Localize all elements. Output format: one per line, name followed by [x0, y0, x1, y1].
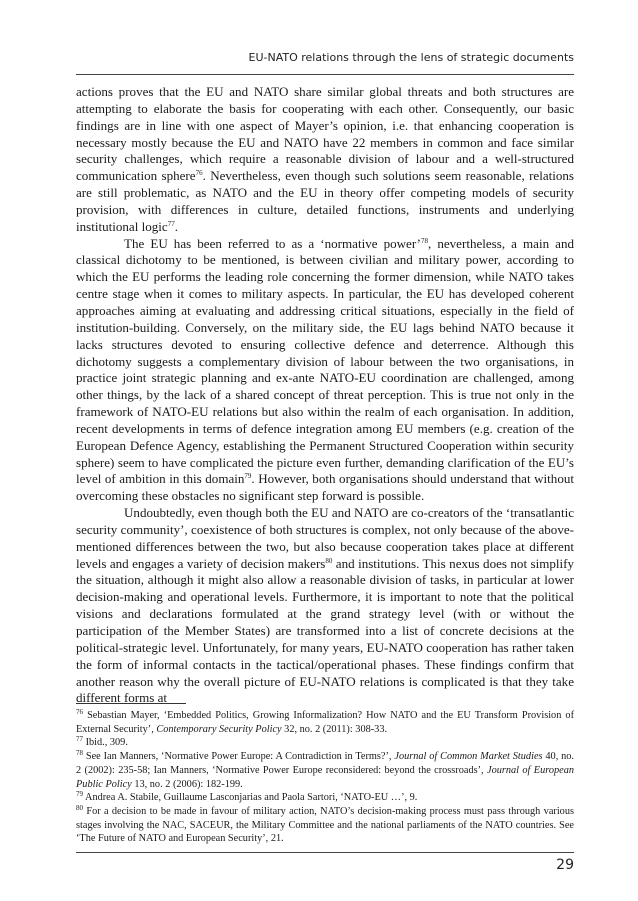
- paragraph-2: [76, 236, 574, 506]
- paragraph-2-text-a: The EU has been referred to as a ‘normative power’: [124, 235, 422, 251]
- paragraph-1-text-a: actions proves that the EU and NATO share similar global threats and both structures are attempting to elaborate the basis for cooperating with each other. Consequently, our basic findings are in line with one aspect of Mayer’s opinion, i.e. that enhancing cooperation is necessary mostly because the EU and NATO have 22 members in common and face similar security challenges, which require a reasonable division of labour and a well-structured communication sphere: [76, 84, 574, 184]
- paragraph-3-text-a: Undoubtedly, even though both the EU and NATO are co-creators of the ‘transatlantic security community’, coexistence of both structures is complex, not only because of the above-mentioned differences between the two, but also because cooperation takes place at different levels and engages a variety of decision makers: [76, 505, 574, 571]
- footnote-text: See Ian Manners, ‘Normative Power Europe: A Contradiction in Terms?’,: [83, 751, 395, 763]
- footnote-77: [76, 736, 574, 750]
- footnote-text: Sebastian Mayer, ‘Embedded Politics, Growing Informalization? How NATO and the EU Transform Provision of External Security’,: [76, 710, 574, 735]
- footnote-text: Ibid., 309.: [83, 737, 128, 749]
- footnote-journal: Contemporary Security Policy: [156, 723, 282, 735]
- footnote-divider: [76, 703, 186, 704]
- footnote-number: 80: [76, 803, 83, 812]
- footnote-journal: Journal of European Public Policy: [76, 764, 575, 790]
- footnote-ref-76[interactable]: 76: [195, 169, 203, 178]
- paragraph-3: [76, 505, 574, 707]
- footnote-76: [76, 709, 574, 736]
- footnote-ref-80[interactable]: 80: [325, 556, 333, 565]
- paragraph-2-text-b: , nevertheless, a main and classical dichotomy to be mentioned, is between civilian and military power, according to which the EU performs the leading role concerning the former dimension, while NATO takes centre stage when it comes to military aspects. In particular, the EU has developed coherent approaches aiming at evaluating and addressing critical situations, especially in the field of institution-building. Conversely, on the military side, the EU lags behind NATO because it lacks structures devoted to ensuring collective defence and deterrence. Although this dichotomy suggests a complementary division of labour between the two organisations, in practice joint strategic planning and ex-ante NATO-EU coordination are challenged, among other things, by the lack of a shared concept of threat perception. This is true not only in the framework of NATO-EU relations but also within the realm of each organisation. In addition, recent developments in terms of defence integration among EU members (e.g. creation of the European Defence Agency, establishing the Permanent Structured Cooperation within security sphere) seem to have complicated the picture even further, demanding clarification of the EU’s level of ambition in this domain: [76, 235, 574, 487]
- footnote-ref-78[interactable]: 78: [421, 236, 429, 245]
- running-header: [76, 48, 574, 75]
- footnote-text: 32, no. 2 (2011): 308-33.: [281, 723, 388, 735]
- main-body-text: [76, 84, 574, 707]
- footnotes: [76, 709, 574, 846]
- paragraph-1-text-b: . Nevertheless, even though such solutions seem reasonable, relations are still problematic, as NATO and the EU in theory offer competing models of security provision, with differences in culture, detailed functions, instruments and underlying institutional logic: [76, 168, 574, 234]
- footnote-number: 77: [76, 735, 83, 744]
- footnote-text: Andrea A. Stabile, Guillaume Lasconjarias and Paola Sartori, ‘NATO-EU …’, 9.: [83, 792, 418, 804]
- footnote-ref-77[interactable]: 77: [167, 219, 175, 228]
- footnote-ref-79[interactable]: 79: [244, 472, 252, 481]
- footnote-79: [76, 791, 574, 805]
- footnote-number: 76: [76, 708, 83, 716]
- paragraph-2-text-c: . However, both organisations should understand that without overcoming these obstacles no significant step forward is possible.: [76, 471, 574, 504]
- running-title: EU-NATO relations through the lens of strategic documents: [248, 51, 574, 64]
- paragraph-1-text-c: .: [174, 218, 178, 234]
- footnote-number: 79: [76, 790, 83, 799]
- footer-divider: [76, 852, 574, 853]
- footnote-text: 13, no. 2 (2006): 182-199.: [131, 778, 243, 790]
- footnote-text: 40, no. 2 (2002): 235-58; Ian Manners, ‘Normative Power Europe reconsidered: beyond the crossroads’,: [76, 751, 574, 776]
- paragraph-3-text-b: and institutions. This nexus does not simplify the situation, although it might also allow a reasonable division of tasks, in particular at lower decision-making and operational levels. Furthermore, it is important to note that the political visions and declarations formulated at the grand strategy level (with or without the participation of the Member States) are transformed into a list of concrete decisions at the political-strategic level. Unfortunately, for many years, EU-NATO cooperation has rather taken the form of informal contacts in the tactical/operational phases. These findings confirm that another reason why the overall picture of EU-NATO relations is complicated is that they take different forms at: [76, 555, 574, 706]
- footnote-number: 78: [76, 749, 83, 758]
- footnote-78: [76, 750, 574, 791]
- paragraph-1: [76, 84, 574, 236]
- footnote-80: [76, 805, 574, 846]
- footnote-journal: Journal of Common Market Studies: [394, 751, 543, 763]
- page-number: 29: [556, 857, 574, 873]
- footnote-text: For a decision to be made in favour of military action, NATO’s decision-making process must pass through various stages involving the NAC, SACEUR, the Military Committee and the national parliaments of the NATO countries. See ‘The Future of NATO and European Security’, 21.: [76, 805, 574, 845]
